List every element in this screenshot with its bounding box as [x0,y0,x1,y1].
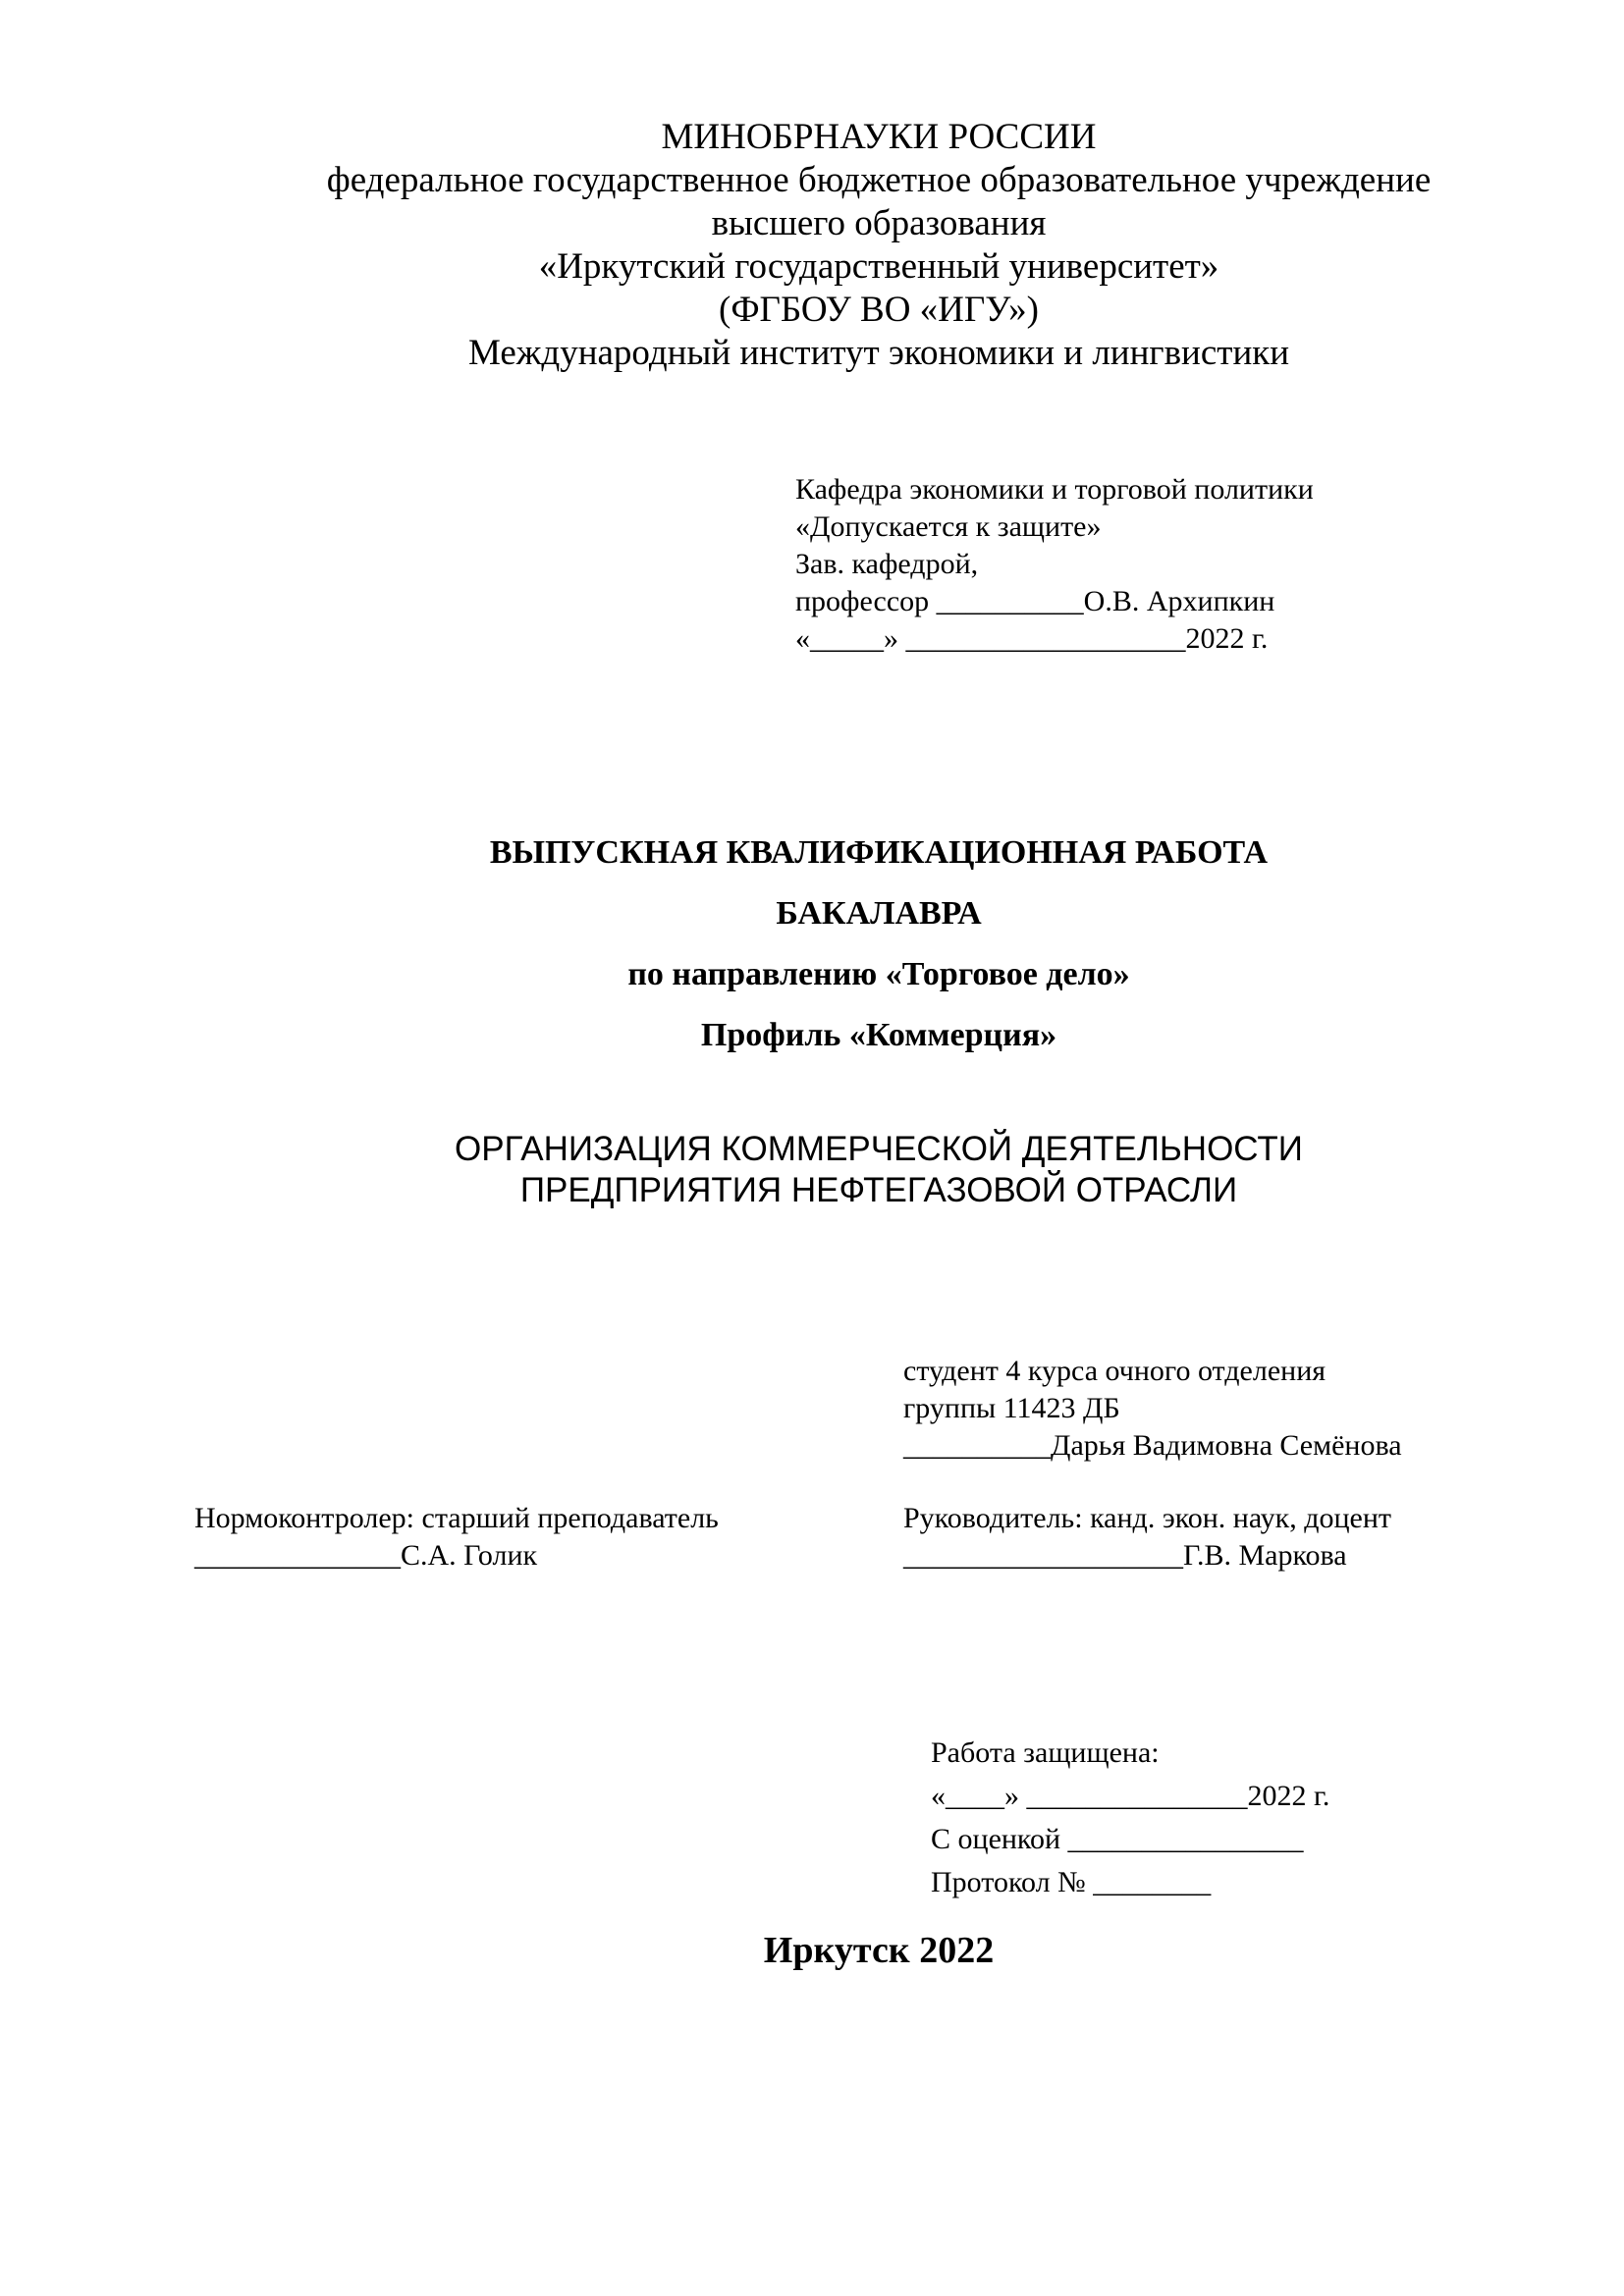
thesis-topic [0,1129,1624,1211]
norm-controller-title: Нормоконтролер: старший преподаватель [194,1502,719,1534]
institute-name: Международный институт экономики и лингвистики [467,333,1290,373]
defense-status: Работа защищена: [931,1736,1160,1769]
defense-protocol-line: Протокол № ________ [931,1866,1212,1898]
department-name: Кафедра экономики и торговой политики [795,473,1314,506]
student-course: студент 4 курса очного отделения [903,1355,1326,1387]
work-type-title: ВЫПУСКНАЯ КВАЛИФИКАЦИОННАЯ РАБОТА [489,834,1269,871]
title-page-header [0,116,1624,375]
department-head-title: Зав. кафедрой, [795,548,979,580]
student-block [903,1353,1402,1465]
supervisor-block [903,1500,1391,1575]
work-type-block [0,823,1624,1066]
approval-date-line: «_____» ___________________2022 г. [795,622,1269,655]
work-degree: БАКАЛАВРА [776,895,982,932]
defense-block [931,1732,1329,1904]
city-year: Иркутск 2022 [763,1930,995,1971]
student-signature: __________Дарья Вадимовна Семёнова [903,1429,1402,1462]
study-direction: по направлению «Торговое дело» [627,956,1130,992]
student-group: группы 11423 ДБ [903,1392,1120,1424]
admission-text: «Допускается к защите» [795,510,1102,543]
topic-line-1: ОРГАНИЗАЦИЯ КОММЕРЧЕСКОЙ ДЕЯТЕЛЬНОСТИ [455,1130,1303,1168]
norm-controller-signature: ______________С.А. Голик [194,1539,538,1572]
department-head-signature: профессор __________О.В. Архипкин [795,585,1275,617]
defense-date-line: «____» _______________2022 г. [931,1780,1330,1812]
university-name: «Иркутский государственный университет» [538,246,1219,287]
supervisor-title: Руководитель: канд. экон. наук, доцент [903,1502,1392,1534]
institution-type: федеральное государственное бюджетное образовательное учреждение [326,160,1432,200]
supervisor-signature: ___________________Г.В. Маркова [903,1539,1347,1572]
ministry-name: МИНОБРНАУКИ РОССИИ [661,117,1097,157]
study-profile: Профиль «Коммерция» [700,1017,1057,1053]
admission-approval-block [795,471,1314,658]
defense-grade-line: С оценкой ________________ [931,1823,1304,1855]
education-level: высшего образования [711,203,1047,243]
topic-line-2: ПРЕДПРИЯТИЯ НЕФТЕГАЗОВОЙ ОТРАСЛИ [519,1171,1238,1209]
university-abbreviation: (ФГБОУ ВО «ИГУ») [719,290,1039,330]
norm-controller-block [194,1500,719,1575]
